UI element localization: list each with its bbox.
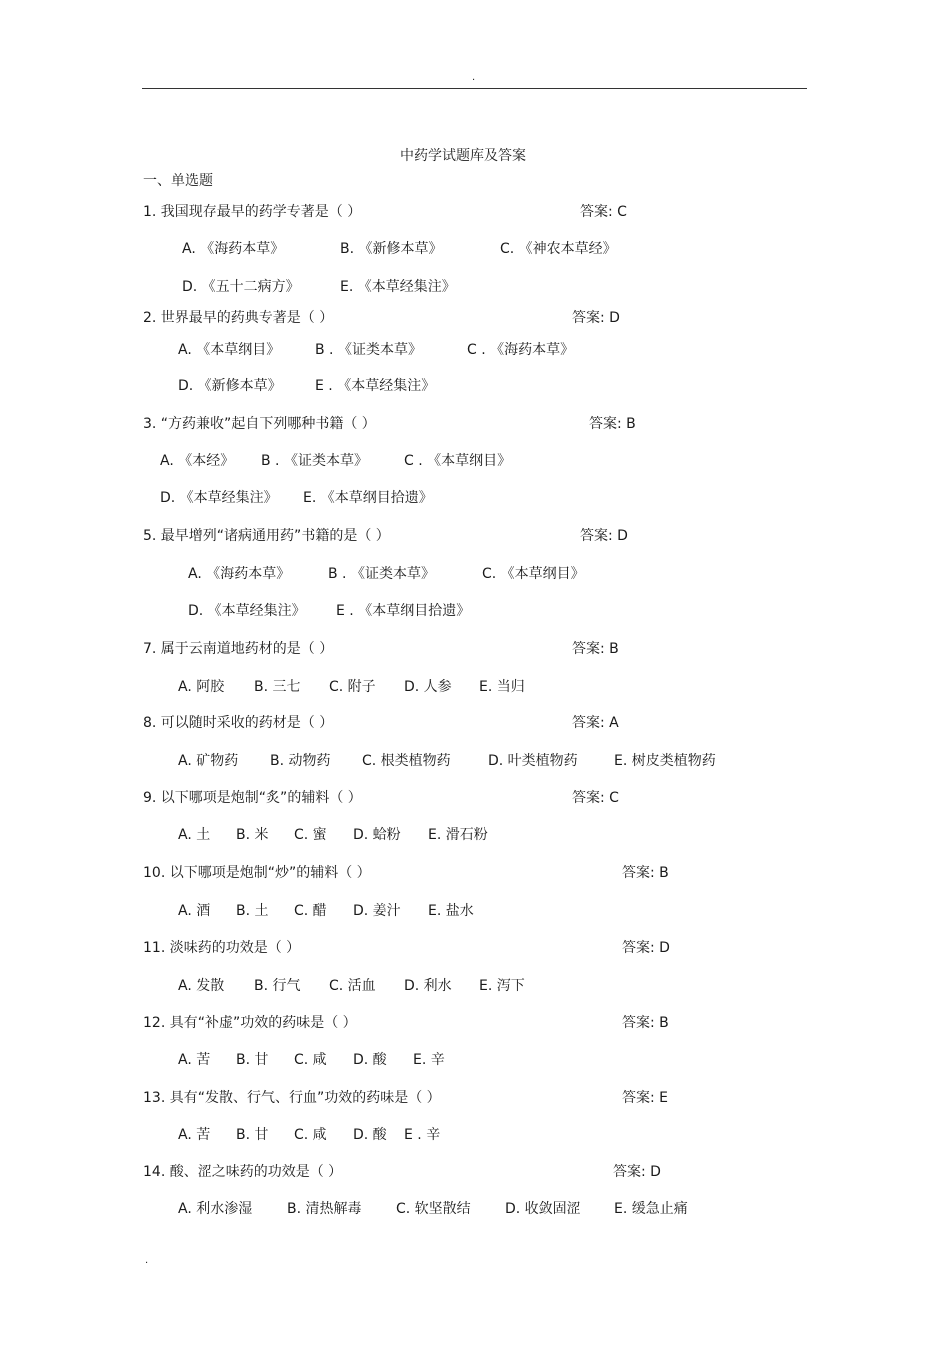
option-text: C . 《本草纲目》 [404,453,512,469]
option-text: D. 收敛固涩 [505,1201,581,1217]
page-title: 中药学试题库及答案 [400,148,526,164]
option-text: E . 辛 [404,1127,441,1143]
option-text: A. 《海药本草》 [182,241,285,257]
option-text: E. 缓急止痛 [614,1201,688,1217]
option-text: C. 根类植物药 [362,753,451,769]
option-text: E. 树皮类植物药 [614,753,716,769]
footer-dot: . [145,1255,149,1266]
option-text: B. 清热解毒 [287,1201,362,1217]
question-text: 7. 属于云南道地药材的是（ ） [143,641,334,657]
option-text: A. 矿物药 [178,753,239,769]
question-text: 9. 以下哪项是炮制“炙”的辅料（ ） [143,790,362,806]
option-text: D. 叶类植物药 [488,753,578,769]
option-text: E. 《本草经集注》 [340,279,456,295]
option-text: D. 利水 [404,978,452,994]
option-text: E. 当归 [479,679,525,695]
answer-text: 答案: B [589,416,636,432]
answer-text: 答案: B [572,641,619,657]
option-text: B . 《证类本草》 [261,453,368,469]
option-text: A. 利水渗湿 [178,1201,253,1217]
option-text: C. 蜜 [294,827,327,843]
option-text: B . 《证类本草》 [328,566,435,582]
header-dot: . [472,72,476,83]
option-text: E. 《本草纲目拾遗》 [303,490,433,506]
question-text: 8. 可以随时采收的药材是（ ） [143,715,334,731]
option-text: C. 《神农本草经》 [500,241,617,257]
answer-text: 答案: D [580,528,628,544]
option-text: B. 《新修本草》 [340,241,443,257]
header-rule [142,88,807,89]
question-text: 5. 最早增列“诸病通用药”书籍的是（ ） [143,528,390,544]
option-text: A. 苦 [178,1052,211,1068]
option-text: E. 泻下 [479,978,525,994]
option-text: D. 酸 [353,1052,387,1068]
question-text: 2. 世界最早的药典专著是（ ） [143,310,334,326]
option-text: C. 咸 [294,1127,327,1143]
option-text: C. 活血 [329,978,376,994]
answer-text: 答案: B [622,865,669,881]
option-text: B. 甘 [236,1052,269,1068]
option-text: A. 《本经》 [160,453,235,469]
option-text: B. 甘 [236,1127,269,1143]
option-text: A. 《海药本草》 [188,566,291,582]
answer-text: 答案: A [572,715,619,731]
answer-text: 答案: D [613,1164,661,1180]
option-text: C. 软坚散结 [396,1201,471,1217]
question-text: 12. 具有“补虚”功效的药味是（ ） [143,1015,357,1031]
question-text: 13. 具有“发散、行气、行血”功效的药味是（ ） [143,1090,441,1106]
answer-text: 答案: D [572,310,620,326]
question-text: 10. 以下哪项是炮制“炒”的辅料（ ） [143,865,371,881]
option-text: D. 《五十二病方》 [182,279,300,295]
option-text: B . 《证类本草》 [315,342,422,358]
option-text: B. 米 [236,827,269,843]
question-text: 1. 我国现存最早的药学专著是（ ） [143,204,362,220]
option-text: D. 蛤粉 [353,827,401,843]
option-text: C . 《海药本草》 [467,342,575,358]
answer-text: 答案: D [622,940,670,956]
option-text: A. 土 [178,827,211,843]
answer-text: 答案: E [622,1090,669,1106]
option-text: D. 《新修本草》 [178,378,282,394]
question-text: 11. 淡味药的功效是（ ） [143,940,301,956]
answer-text: 答案: C [580,204,627,220]
option-text: B. 动物药 [270,753,331,769]
option-text: B. 行气 [254,978,301,994]
option-text: B. 土 [236,903,269,919]
option-text: E. 辛 [413,1052,445,1068]
question-text: 3. “方药兼收”起自下列哪种书籍（ ） [143,416,376,432]
option-text: B. 三七 [254,679,301,695]
option-text: A. 发散 [178,978,225,994]
answer-text: 答案: C [572,790,619,806]
option-text: E. 盐水 [428,903,474,919]
option-text: D. 《本草经集注》 [188,603,306,619]
option-text: A. 苦 [178,1127,211,1143]
option-text: E . 《本草纲目拾遗》 [336,603,471,619]
option-text: C. 附子 [329,679,376,695]
question-text: 14. 酸、涩之味药的功效是（ ） [143,1164,343,1180]
option-text: D. 姜汁 [353,903,401,919]
option-text: D. 人参 [404,679,452,695]
option-text: E . 《本草经集注》 [315,378,436,394]
option-text: A. 《本草纲目》 [178,342,281,358]
option-text: D. 酸 [353,1127,387,1143]
option-text: C. 咸 [294,1052,327,1068]
section-title: 一、单选题 [143,173,213,189]
option-text: A. 阿胶 [178,679,225,695]
answer-text: 答案: B [622,1015,669,1031]
option-text: D. 《本草经集注》 [160,490,278,506]
option-text: C. 《本草纲目》 [482,566,585,582]
option-text: C. 醋 [294,903,327,919]
option-text: E. 滑石粉 [428,827,488,843]
option-text: A. 酒 [178,903,211,919]
